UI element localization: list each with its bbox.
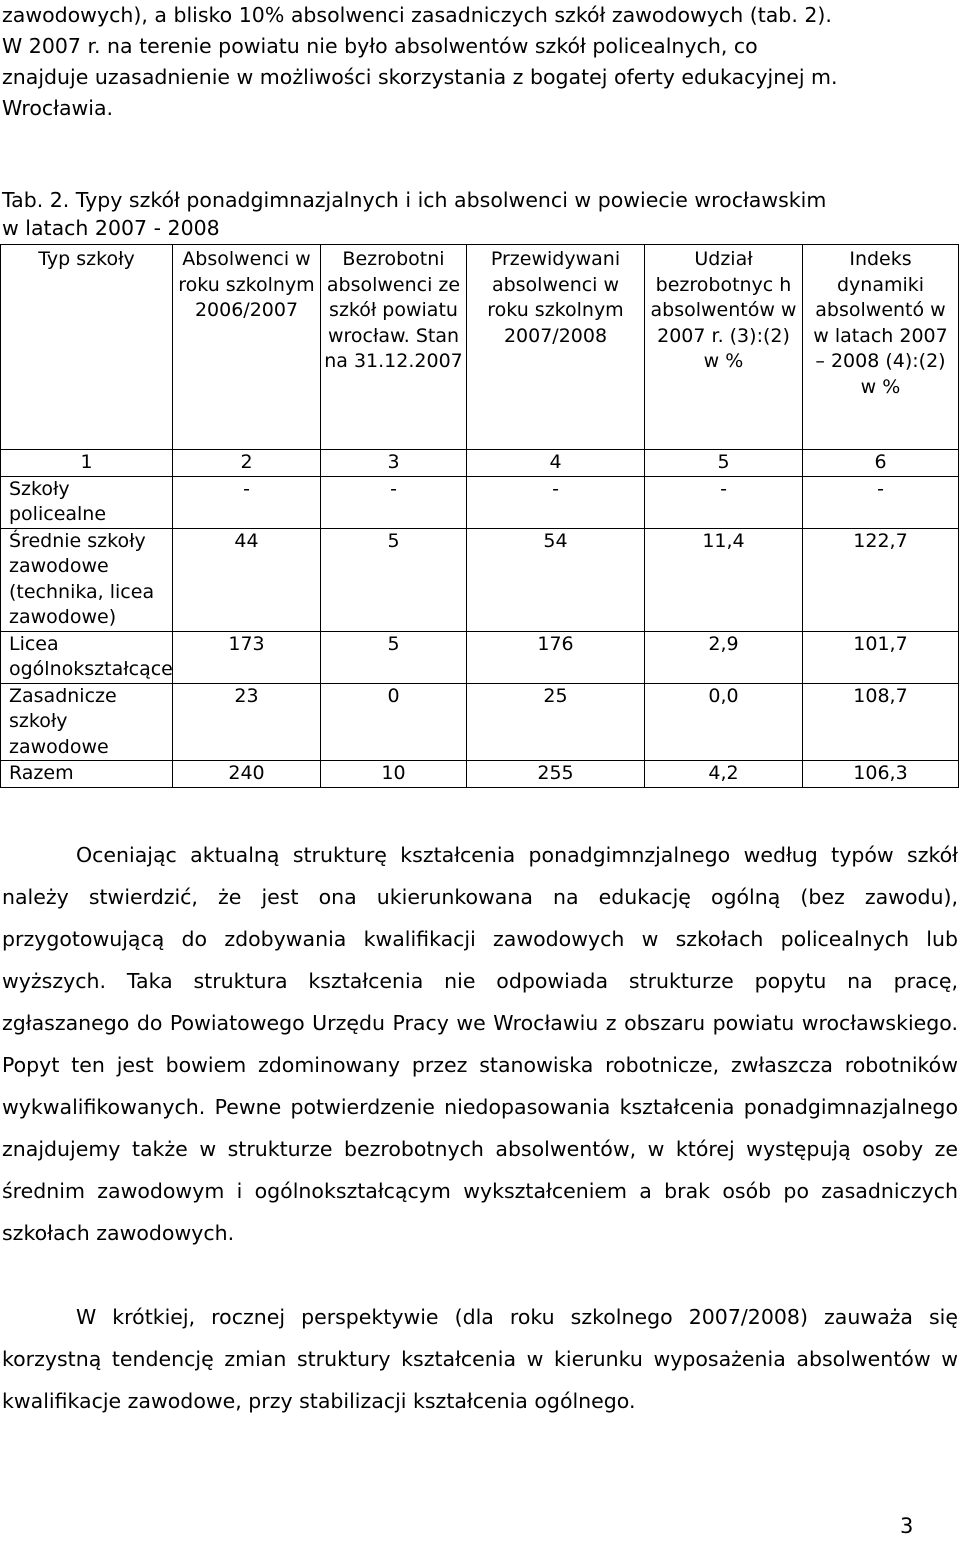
column-number: 4 [467,450,645,477]
cell-przewidywani: 255 [467,761,645,788]
cell-absolwenci: - [173,476,321,528]
column-number: 3 [321,450,467,477]
header-bezrobotni: Bezrobotni absolwenci ze szkół powiatu wrocław. Stan na 31.12.2007 [321,245,467,450]
table-caption-line: Tab. 2. Typy szkół ponadgimnazjalnych i ich absolwenci w powiecie wrocławskim [2,188,827,212]
intro-line: zawodowych), a blisko 10% absolwenci zasadniczych szkół zawodowych (tab. 2). [2,3,832,27]
cell-udzial: 2,9 [645,631,803,683]
table-caption [2,186,958,242]
column-number: 1 [1,450,173,477]
body-paragraph: W krótkiej, rocznej perspektywie (dla roku szkolnego 2007/2008) zauważa się korzystną tendencję zmian struktury kształcenia w kierunku wyposażenia absolwentów w kwalifikacje zawodowe, przy stabilizacji kształcenia ogólnego. [2,1305,958,1413]
schools-table [0,244,959,788]
page-number: 3 [900,1514,914,1538]
header-indeks: Indeks dynamiki absolwentó w w latach 2007 – 2008 (4):(2) w % [803,245,959,450]
cell-absolwenci: 240 [173,761,321,788]
header-przewidywani: Przewidywani absolwenci w roku szkolnym 2007/2008 [467,245,645,450]
cell-indeks: 101,7 [803,631,959,683]
cell-absolwenci: 23 [173,683,321,761]
cell-absolwenci: 173 [173,631,321,683]
body-paragraph: Oceniając aktualną strukturę kształcenia ponadgimnzjalnego według typów szkół należy stwierdzić, że jest ona ukierunkowana na edukację ogólną (bez zawodu), przygotowującą do zdobywania kwalifikacji zawodowych w szkołach policealnych lub wyższych. Taka struktura kształcenia nie odpowiada strukturze popytu na pracę, zgłaszanego do Powiatowego Urzędu Pracy we Wrocławiu z obszaru powiatu wrocławskiego. Popyt ten jest bowiem zdominowany przez stanowiska robotnicze, zwłaszcza robotników wykwalifikowanych. Pewne potwierdzenie niedopasowania kształcenia ponadgimnazjalnego znajdujemy także w strukturze bezrobotnych absolwentów, w której występują osoby ze średnim zawodowym i ogólnokształcącym wykształceniem a brak osób po zasadniczych szkołach zawodowych. [2,843,958,1245]
header-absolwenci: Absolwenci w roku szkolnym 2006/2007 [173,245,321,450]
cell-bezrobotni: 5 [321,631,467,683]
cell-przewidywani: - [467,476,645,528]
cell-type: Średnie szkoły zawodowe (technika, licea zawodowe) [1,528,173,631]
cell-type: Zasadnicze szkoły zawodowe [1,683,173,761]
cell-indeks: 108,7 [803,683,959,761]
intro-line: W 2007 r. na terenie powiatu nie było absolwentów szkół policealnych, co [2,34,758,58]
intro-text [2,0,958,124]
cell-bezrobotni: 5 [321,528,467,631]
cell-przewidywani: 176 [467,631,645,683]
cell-type: Licea ogólnokształcące [1,631,173,683]
cell-indeks: 106,3 [803,761,959,788]
cell-bezrobotni: 0 [321,683,467,761]
header-udzial: Udział bezrobotnyc h absolwentów w 2007 r. (3):(2) w % [645,245,803,450]
cell-indeks: 122,7 [803,528,959,631]
header-type: Typ szkoły [1,245,173,450]
cell-bezrobotni: 10 [321,761,467,788]
column-number: 6 [803,450,959,477]
table-row [1,631,959,683]
cell-udzial: 11,4 [645,528,803,631]
table-row [1,528,959,631]
cell-udzial: 0,0 [645,683,803,761]
column-number-row [1,450,959,477]
intro-line: znajduje uzasadnienie w możliwości skorzystania z bogatej oferty edukacyjnej m. [2,65,838,89]
column-number: 5 [645,450,803,477]
cell-type: Razem [1,761,173,788]
table-row [1,683,959,761]
cell-indeks: - [803,476,959,528]
table-caption-line: w latach 2007 - 2008 [2,216,220,240]
cell-absolwenci: 44 [173,528,321,631]
table-row [1,476,959,528]
cell-bezrobotni: - [321,476,467,528]
cell-przewidywani: 25 [467,683,645,761]
cell-przewidywani: 54 [467,528,645,631]
cell-udzial: - [645,476,803,528]
table-total-row [1,761,959,788]
column-number: 2 [173,450,321,477]
intro-line: Wrocławia. [2,96,114,120]
cell-udzial: 4,2 [645,761,803,788]
table-header-row [1,245,959,450]
cell-type: Szkoły policealne [1,476,173,528]
